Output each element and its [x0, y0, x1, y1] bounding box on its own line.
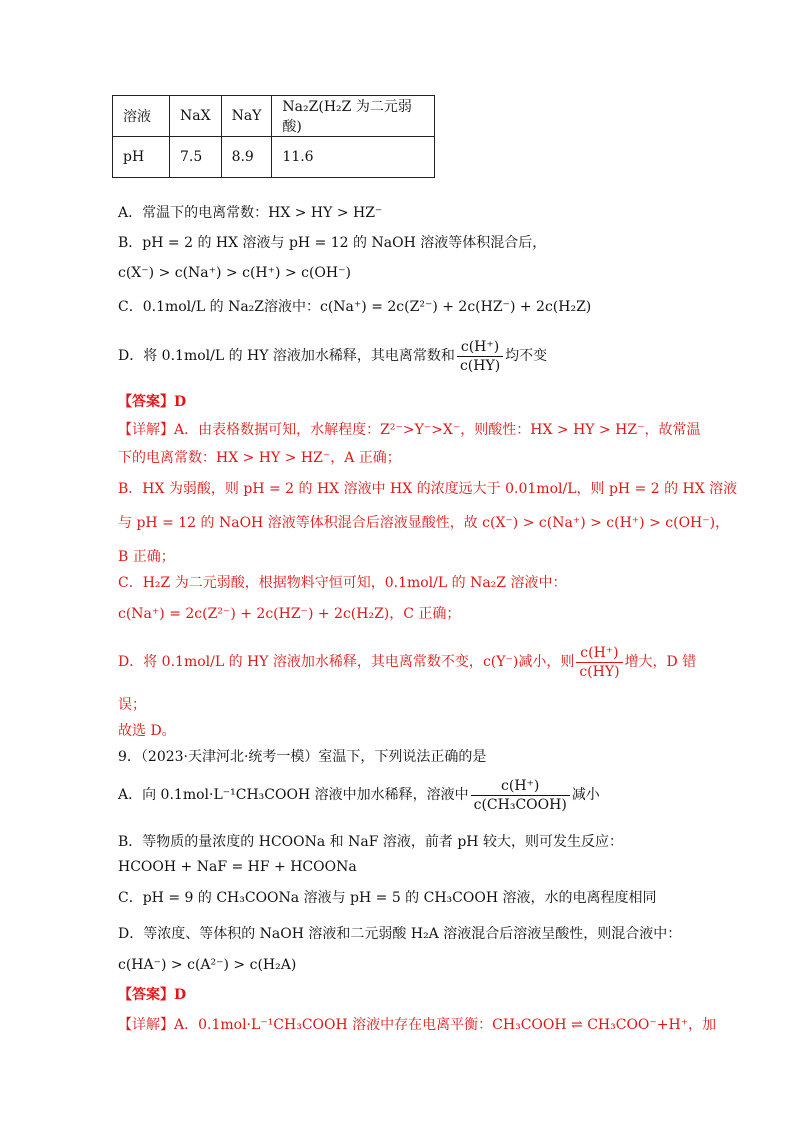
q9-option-c: C．pH = 9 的 CH₃COONa 溶液与 pH = 5 的 CH₃COOH 溶液，水的电离程度相同	[118, 890, 657, 906]
q8-option-b-cont: c(X⁻) > c(Na⁺) > c(H⁺) > c(OH⁻)	[118, 265, 351, 281]
q8-explanation-line: 与 pH = 12 的 NaOH 溶液等体积混合后溶液显酸性，故 c(X⁻) > c(Na⁺) > c(H⁺) > c(OH⁻)，	[118, 515, 730, 531]
fraction	[576, 644, 622, 681]
q8-explanation-line: c(Na⁺) = 2c(Z²⁻) + 2c(HZ⁻) + 2c(H₂Z)，C 正确；	[118, 606, 461, 622]
q8-option-a: A．常温下的电离常数：HX > HY > HZ⁻	[118, 205, 383, 221]
q9-option-b-cont: HCOOH + NaF = HF + HCOONa	[118, 859, 357, 875]
q8-option-d-end: 均不变	[505, 348, 548, 364]
q9-option-d-cont: c(HA⁻) > c(A²⁻) > c(H₂A)	[118, 957, 297, 973]
fraction	[457, 338, 503, 375]
explanation-text: 减小，则	[518, 654, 575, 670]
fraction-denominator: c(HY)	[579, 663, 620, 680]
q8-explanation-line: 下的电离常数：HX > HY > HZ⁻，A 正确；	[118, 450, 401, 466]
q8-explanation-line: 【详解】A．由表格数据可知，水解程度：Z²⁻>Y⁻>X⁻，则酸性：HX > HY > HZ⁻，故常温	[118, 422, 701, 438]
q9-option-a-end: 减小	[571, 787, 600, 803]
explanation-text: D．将 0.1mol/L 的 HY 溶液加水稀释，其电离常数不变，	[118, 654, 483, 670]
fraction-numerator: c(H⁺)	[457, 338, 503, 357]
q8-answer: 【答案】D	[118, 394, 187, 410]
q9-option-b: B．等物质的量浓度的 HCOONa 和 NaF 溶液，前者 pH 较大，则可发生反应：	[118, 834, 623, 850]
q8-option-b: B．pH = 2 的 HX 溶液与 pH = 12 的 NaOH 溶液等体积混合后，	[118, 235, 547, 251]
fraction-denominator: c(CH₃COOH)	[473, 796, 567, 813]
ph-table	[112, 95, 435, 178]
table-cell: NaY	[221, 96, 272, 137]
explanation-expr: c(Y⁻)	[482, 654, 519, 670]
q9-explanation-line: 【详解】A．0.1mol·L⁻¹CH₃COOH 溶液中存在电离平衡：CH₃COOH ⇌ CH₃COO⁻+H⁺，加	[118, 1017, 717, 1033]
q8-explanation-line: 误；	[118, 697, 146, 713]
table-cell: 8.9	[221, 137, 272, 178]
q9-title: 9．（2023·天津河北·统考一模）室温下，下列说法正确的是	[118, 749, 487, 765]
q8-option-d-text: D．将 0.1mol/L 的 HY 溶液加水稀释，其电离常数和	[118, 348, 455, 364]
q9-option-a	[118, 775, 600, 815]
table-cell: 溶液	[113, 96, 170, 137]
table-cell: NaX	[170, 96, 222, 137]
fraction	[471, 777, 570, 814]
q8-option-d	[118, 336, 547, 376]
table-cell: 7.5	[170, 137, 222, 178]
table-cell: pH	[113, 137, 170, 178]
explanation-text: 增大，D 错	[624, 654, 697, 670]
q8-option-c: C．0.1mol/L 的 Na₂Z溶液中：c(Na⁺) = 2c(Z²⁻) + 2c(HZ⁻) + 2c(H₂Z)	[118, 299, 592, 315]
fraction-numerator: c(H⁺)	[576, 644, 622, 663]
q9-option-d: D．等浓度、等体积的 NaOH 溶液和二元弱酸 H₂A 溶液混合后溶液呈酸性，则混合液中：	[118, 926, 682, 942]
table-cell: 11.6	[272, 137, 435, 178]
q8-conclusion: 故选 D。	[118, 723, 176, 739]
q8-explanation-line	[118, 642, 696, 682]
fraction-numerator: c(H⁺)	[471, 777, 570, 796]
q8-explanation-line: B 正确；	[118, 549, 175, 565]
q8-explanation-line: B．HX 为弱酸，则 pH = 2 的 HX 溶液中 HX 的浓度远大于 0.01mol/L，则 pH = 2 的 HX 溶液	[118, 481, 738, 497]
table-cell: Na₂Z(H₂Z 为二元弱酸)	[272, 96, 435, 137]
q9-answer: 【答案】D	[118, 987, 187, 1003]
table-row	[113, 137, 435, 178]
q8-explanation-line: C．H₂Z 为二元弱酸，根据物料守恒可知，0.1mol/L 的 Na₂Z 溶液中：	[118, 575, 567, 591]
fraction-denominator: c(HY)	[459, 357, 501, 374]
q9-option-a-text: A．向 0.1mol·L⁻¹CH₃COOH 溶液中加水稀释，溶液中	[118, 787, 469, 803]
table-header-row	[113, 96, 435, 137]
